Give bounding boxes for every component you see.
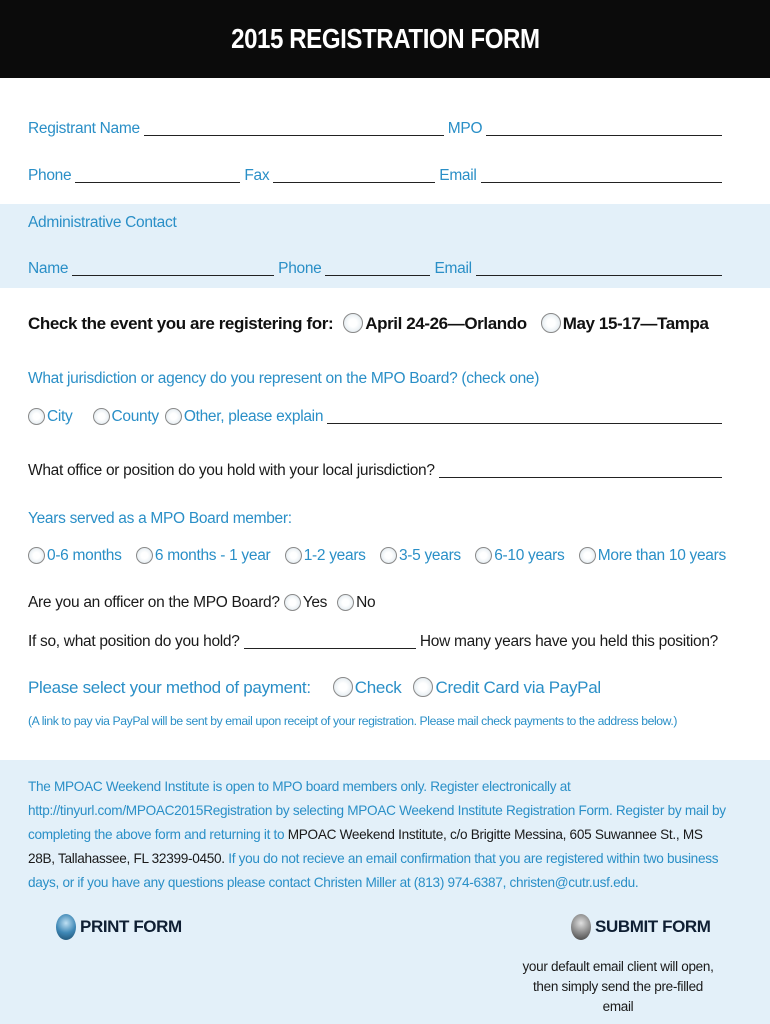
radio-button[interactable] <box>380 547 397 564</box>
years-question-row <box>28 510 726 528</box>
submit-note-line1: your default email client will open, <box>522 959 714 974</box>
position-years-question: How many years have you held this position? <box>419 633 718 650</box>
form-header <box>0 0 770 78</box>
admin-email-label: Email <box>434 260 472 277</box>
jurisdiction-option-other[interactable]: Other, please explain <box>165 408 323 426</box>
mpo-field[interactable] <box>486 120 722 136</box>
print-orb-icon <box>56 914 76 940</box>
admin-header-row <box>28 214 726 232</box>
submit-note-line2: then simply send the pre-filled email <box>532 979 704 1014</box>
event-row <box>28 313 726 334</box>
info-text-part3: If you do not recieve an email confirmation that you are registered within two business days, or if you have any questions please contact Christen Miller at (813) 974-6387, christen@cutr.usf.edu. <box>28 851 719 890</box>
admin-contact-label: Administrative Contact <box>28 214 177 231</box>
admin-row <box>28 260 726 278</box>
event-option-tampa[interactable]: May 15-17—Tampa <box>541 313 709 334</box>
submit-note <box>518 957 718 1017</box>
registrant-name-field[interactable] <box>144 120 444 136</box>
jurisdiction-question-row <box>28 370 726 388</box>
office-row <box>28 462 726 480</box>
years-option-6-10-years[interactable]: 6-10 years <box>475 547 564 565</box>
admin-phone-label: Phone <box>278 260 322 277</box>
phone-label: Phone <box>28 167 72 184</box>
office-field[interactable] <box>439 462 722 478</box>
event-option-orlando[interactable]: April 24-26—Orlando <box>343 313 527 334</box>
radio-button[interactable] <box>579 547 596 564</box>
radio-button[interactable] <box>343 313 363 333</box>
registrant-row-1 <box>28 120 726 138</box>
event-prompt: Check the event you are registering for: <box>28 313 334 333</box>
radio-button[interactable] <box>285 547 302 564</box>
radio-button[interactable] <box>413 677 433 697</box>
print-form-button[interactable] <box>56 914 182 940</box>
radio-button[interactable] <box>136 547 153 564</box>
payment-row <box>28 677 726 698</box>
jurisdiction-option-county[interactable]: County <box>93 408 159 426</box>
position-question: If so, what position do you hold? <box>28 633 240 650</box>
payment-note: (A link to pay via PayPal will be sent by email upon receipt of your registration. Please mail check payments to the address below.) <box>28 714 678 728</box>
admin-name-field[interactable] <box>72 260 274 276</box>
email-field[interactable] <box>481 167 722 183</box>
admin-email-field[interactable] <box>476 260 722 276</box>
years-option-0-6-months[interactable]: 0-6 months <box>28 547 122 565</box>
radio-button[interactable] <box>165 408 182 425</box>
position-field[interactable] <box>244 633 416 649</box>
radio-button[interactable] <box>28 547 45 564</box>
registrant-name-label: Registrant Name <box>28 120 140 137</box>
info-text-part1: The MPOAC Weekend Institute is open to MPO board members only. Register electronically at http://tinyurl.com/MPOAC2015Registration by selecting MPOAC Weekend Institute Registration Form. Register by mail by completing the above form and returning it to <box>28 779 726 842</box>
years-option-6-months-1-year[interactable]: 6 months - 1 year <box>136 547 271 565</box>
info-text-address: MPOAC Weekend Institute, c/o Brigitte Messina, 605 Suwannee St., MS 28B, Tallahassee, FL 32399-0450. <box>28 827 703 866</box>
admin-name-label: Name <box>28 260 69 277</box>
officer-option-yes[interactable]: Yes <box>284 594 327 612</box>
payment-question: Please select your method of payment: <box>28 678 311 697</box>
jurisdiction-other-field[interactable] <box>327 408 722 424</box>
fax-field[interactable] <box>273 167 435 183</box>
submit-form-button[interactable] <box>571 914 711 940</box>
officer-question: Are you an officer on the MPO Board? <box>28 594 280 611</box>
print-form-label: PRINT FORM <box>80 917 182 936</box>
officer-position-row <box>28 633 726 651</box>
payment-option-check[interactable]: Check <box>333 677 402 698</box>
info-text <box>28 775 730 895</box>
fax-label: Fax <box>244 167 270 184</box>
payment-option-paypal[interactable]: Credit Card via PayPal <box>413 677 600 698</box>
form-title: 2015 REGISTRATION FORM <box>230 23 540 54</box>
radio-button[interactable] <box>284 594 301 611</box>
registrant-row-2 <box>28 167 726 185</box>
radio-button[interactable] <box>475 547 492 564</box>
jurisdiction-option-city[interactable]: City <box>28 408 73 426</box>
radio-button[interactable] <box>541 313 561 333</box>
years-options-row <box>28 547 726 565</box>
mpo-label: MPO <box>447 120 483 137</box>
admin-phone-field[interactable] <box>325 260 430 276</box>
years-option-3-5-years[interactable]: 3-5 years <box>380 547 461 565</box>
officer-option-no[interactable]: No <box>337 594 375 612</box>
jurisdiction-question: What jurisdiction or agency do you represent on the MPO Board? (check one) <box>28 370 540 387</box>
years-option-more-than-10-years[interactable]: More than 10 years <box>579 547 726 565</box>
phone-field[interactable] <box>75 167 240 183</box>
office-question: What office or position do you hold with your local jurisdiction? <box>28 462 435 479</box>
radio-button[interactable] <box>337 594 354 611</box>
radio-button[interactable] <box>333 677 353 697</box>
submit-orb-icon <box>571 914 591 940</box>
email-label: Email <box>439 167 477 184</box>
years-option-1-2-years[interactable]: 1-2 years <box>285 547 366 565</box>
submit-form-label: SUBMIT FORM <box>595 917 711 936</box>
radio-button[interactable] <box>93 408 110 425</box>
officer-row <box>28 594 726 612</box>
years-question: Years served as a MPO Board member: <box>28 510 292 527</box>
radio-button[interactable] <box>28 408 45 425</box>
jurisdiction-options-row <box>28 408 726 426</box>
